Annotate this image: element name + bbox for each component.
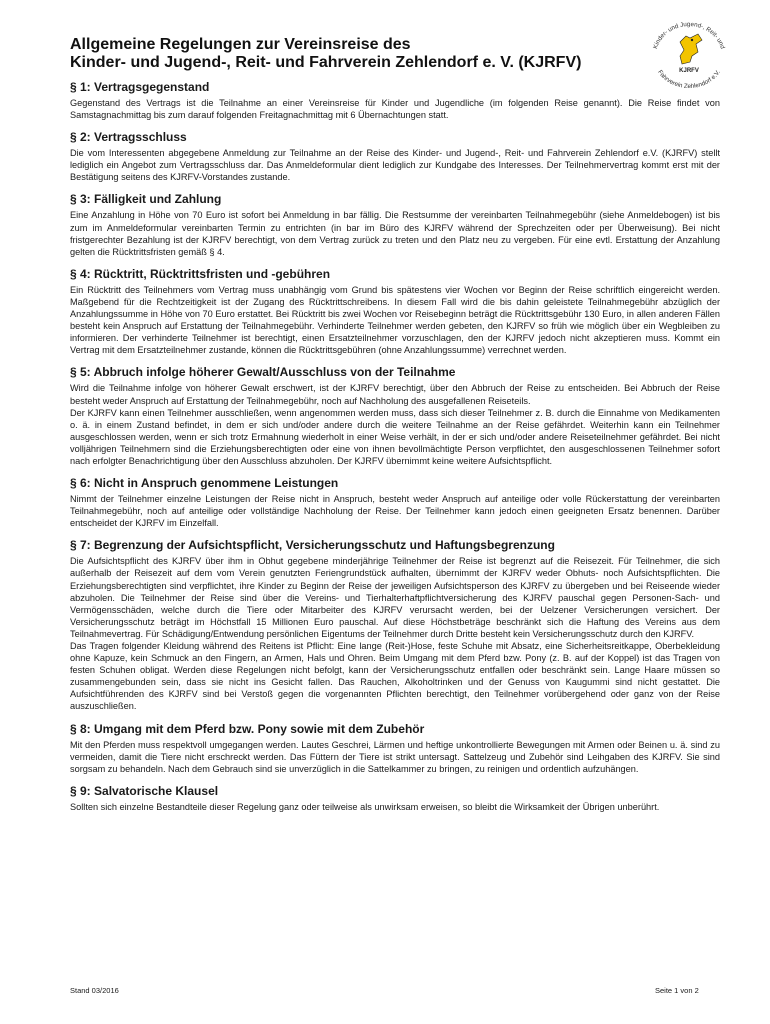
section — [70, 538, 720, 712]
section-title: § 7: Begrenzung der Aufsichtspflicht, Versicherungsschutz und Haftungsbegrenzung — [70, 538, 555, 553]
section-title: § 5: Abbruch infolge höherer Gewalt/Ausschluss von der Teilnahme — [70, 365, 456, 380]
section-paragraph: Wird die Teilnahme infolge von höherer Gewalt erschwert, ist der KJRFV berechtigt, über den Abbruch der Reise zu entscheiden. Bei Abbruch der Reise besteht weder Anspruch auf Erstattung der Teilnahmegebühr, noch auf Nachholung des ausgefallenen Reiseteils. — [70, 383, 720, 406]
section — [70, 476, 720, 529]
document-title — [70, 36, 630, 72]
logo-ring-top: Kinder- und Jugend-, Reit- und — [652, 20, 726, 50]
section-title: § 6: Nicht in Anspruch genommene Leistungen — [70, 476, 339, 491]
section-paragraph: Die vom Interessenten abgegebene Anmeldung zur Teilnahme an der Reise des Kinder- und Jugend-, Reit- und Fahrverein Zehlendorf e.V. (KJRFV) stellt lediglich ein Angebot zum Vertragsschluss dar. Das Anmeldeformular dient lediglich zur Kundgabe des Interesses. Der Teilnehmervertrag kommt erst mit der Bestätigung seitens des KJRFV-Vorstandes zustande. — [70, 148, 720, 183]
section-paragraph: Das Tragen folgender Kleidung während des Reitens ist Pflicht: Eine lange (Reit-)Hose, feste Schuhe mit Absatz, eine Sicherheitsreitkappe, Oberbekleidung ohne Kapuze, kein Schmuck an den Fingern, an Armen, Hals und Ohren. Beim Umgang mit dem Pferd bzw. Pony (z. B. auf der Koppel) ist das Tragen von festen Schuhen obligat. Werden diese Regelungen nicht befolgt, kann der Versicherungsschutz entfallen oder beschränkt sein. Lange Haare müssen so zusammengebunden sein, dass sie nicht ins Gesicht fallen. Das Rauchen, Alkoholtrinken und der Genuss von Kaugummi sind nicht gestattet. Die Aufsichtführenden des KJRFV sind bei Verstoß gegen die vorgenannten Pflichten berechtigt, den Teilnehmer vorübergehend oder ganz von der Reise auszuschließen. — [70, 641, 720, 712]
section — [70, 80, 720, 121]
logo-center-text: KJRFV — [679, 68, 699, 74]
section-title: § 8: Umgang mit dem Pferd bzw. Pony sowie mit dem Zubehör — [70, 721, 425, 736]
section-paragraph: Nimmt der Teilnehmer einzelne Leistungen der Reise nicht in Anspruch, besteht weder Anspruch auf anteilige oder volle Rückerstattung der vereinbarten Teilnahmegebühr, noch auf anteilige oder vollständige Nachholung der Reise. Der Teilnehmer kann jedoch einen geeigneten Ersatz benennen. Darüber entscheidet der KJRFV im Einzelfall. — [70, 494, 720, 529]
section-paragraph: Gegenstand des Vertrags ist die Teilnahme an einer Vereinsreise für Kinder und Jugendliche (im folgenden Reise genannt). Die Reise findet von Samstagnachmittag bis zum darauf folgenden Freitagnachmittag mit 6 Übernachtungen statt. — [70, 98, 720, 121]
section — [70, 130, 720, 183]
footer-date: Stand 03/2016 — [70, 986, 119, 995]
section — [70, 267, 720, 357]
section-paragraph: Der KJRFV kann einen Teilnehmer ausschließen, wenn angenommen werden muss, dass sich dieser Teilnehmer z. B. durch die Einnahme von Medikamenten o. ä. in einem Zustand befindet, in dem er sich und/oder andere durch die weitere Teilnahme an der Reise gefährdet. Weiterhin kann ein Teilnehmer ausgeschlossen werden, wenn er sich trotz Ermahnung wiederholt in einer Weise verhält, in der er sich und/oder andere Reiseteilnehmer gefährdet. Bei nicht volljährigen Teilnehmern sind die Erziehungsberechtigten oder eine von ihnen bevollmächtigte Person verpflichtet, den ausgeschlossenen Teilnehmer sofort nach erfolgter Benachrichtigung über den Ausschluss abzuholen. Der KJRFV übernimmt keine weitere Aufsichtspflicht. — [70, 407, 720, 466]
section-title: § 1: Vertragsgegenstand — [70, 80, 210, 94]
section-paragraph: Ein Rücktritt des Teilnehmers vom Vertrag muss unabhängig vom Grund bis spätestens vier Wochen vor Beginn der Reise schriftlich eingereicht werden. Maßgebend für die Rechtzeitigkeit ist der Zugang des Rücktrittschreibens. In diesem Fall wird die bis dahin geleistete Teilnahmegebühr abzüglich der Anzahlungssumme in Höhe von 70 Euro erstattet. Bei Rücktritt bis zwei Wochen vor Reisebeginn beträgt die Rücktrittsgebühr 130 Euro, in allen anderen Fällen besteht kein Anspruch auf Erstattung der Teilnahmegebühr. Verhinderte Teilnehmer werden gebeten, den KJRFV so früh wie möglich über ein Wegbleiben zu informieren. Der verhinderte Teilnehmer ist berechtigt, einen Ersatzteilnehmer vorzuschlagen, den der KJRFV jedoch nicht akzeptieren muss. Kommt ein Vertrag mit dem Ersatzteilnehmer zustande, können die Rücktrittsgebühren (ohne Anzahlungssumme) verrechnet werden. — [70, 284, 720, 356]
section-paragraph: Mit den Pferden muss respektvoll umgegangen werden. Lautes Geschrei, Lärmen und heftige unkontrollierte Bewegungen mit Armen oder Beinen u. ä. sind zu vermeiden, damit die Tiere nicht erschreckt werden. Das Füttern der Tiere ist strikt untersagt. Sattelzeug und Zubehör sind Leihgaben des KJRFV. Sie sind sorgsam zu behandeln. Nach dem Gebrauch sind sie unverzüglich in die Sattelkammer zu bringen, zu reinigen und ordentlich aufzuhängen. — [70, 739, 720, 774]
footer-page-number: Seite 1 von 2 — [655, 986, 699, 995]
title-line-2: Kinder- und Jugend-, Reit- und Fahrverein Zehlendorf e. V. (KJRFV) — [70, 54, 582, 71]
section-title: § 2: Vertragsschluss — [70, 130, 187, 145]
title-line-1: Allgemeine Regelungen zur Vereinsreise des — [70, 36, 411, 53]
section — [70, 784, 720, 813]
horse-head-icon — [680, 34, 702, 64]
kjrfv-logo — [644, 18, 734, 88]
section-title: § 9: Salvatorische Klausel — [70, 783, 219, 798]
section-title: § 3: Fälligkeit und Zahlung — [70, 192, 222, 207]
section-paragraph: Eine Anzahlung in Höhe von 70 Euro ist sofort bei Anmeldung in bar fällig. Die Restsumme der vereinbarten Teilnahmegebühr (siehe Anmeldebogen) ist bis zum im Anmeldeformular vereinbarten Termin zu entrichten (in bar im Büro des KJRFV während der Sprechzeiten oder per Überweisung). Bei nicht fristgerechter Bezahlung ist der KJRFV berechtigt, von dem Vertrag zurück zu treten und den Platz neu zu vergeben. Für eine evtl. Erstattung der Anzahlung gelten die Rücktrittsfristen gemäß § 4. — [70, 210, 720, 257]
section — [70, 722, 720, 775]
document-body — [70, 80, 720, 822]
section-paragraph: Sollten sich einzelne Bestandteile dieser Regelung ganz oder teilweise als unwirksam erweisen, so bleibt die Wirksamkeit der Übrigen unberührt. — [70, 801, 660, 812]
section-paragraph: Die Aufsichtspflicht des KJRFV über ihm in Obhut gegebene minderjährige Teilnehmer der Reise ist begrenzt auf die Reisezeit. Für Teilnehmer, die sich außerhalb der Reisezeit auf dem vom Verein genutzten Feriengrundstück aufhalten, übernimmt der KJRFV weder Obhuts- noch Aufsichtspflichten. Die Erziehungsberechtigten sind verpflichtet, ihre Kinder zu Beginn der Reise der jeweiligen Aufsichtsperson des KJRFV zu übergeben und bei Reiseende wieder abzuholen. Die Teilnehmer der Reise sind über die Vereins- und Tierhalterhaftpflichtversicherung des KJRFV pauschal gegen Personen-Sach- und Vermögensschäden, welche durch die Tiere oder Mitarbeiter des KJRFV verursacht werden, bei der Uelzener Versicherungen versichert. Der Versicherungsschutz beträgt im Höchstfall 15 Millionen Euro pauschal. Auf diese Höchstbeträge beschränkt sich die Haftung des Vereins aus dem Teilnahmevertrag. Für Schädigung/Entwendung persönlichen Eigentums der Teilnehmer durch Dritte besteht kein Versicherungsschutz durch den KJRFV. — [70, 556, 720, 639]
section — [70, 192, 720, 257]
logo-ring-bottom: Fahrverein Zehlendorf e.V. — [656, 68, 722, 88]
section-title: § 4: Rücktritt, Rücktrittsfristen und -gebühren — [70, 266, 331, 281]
section — [70, 365, 720, 467]
